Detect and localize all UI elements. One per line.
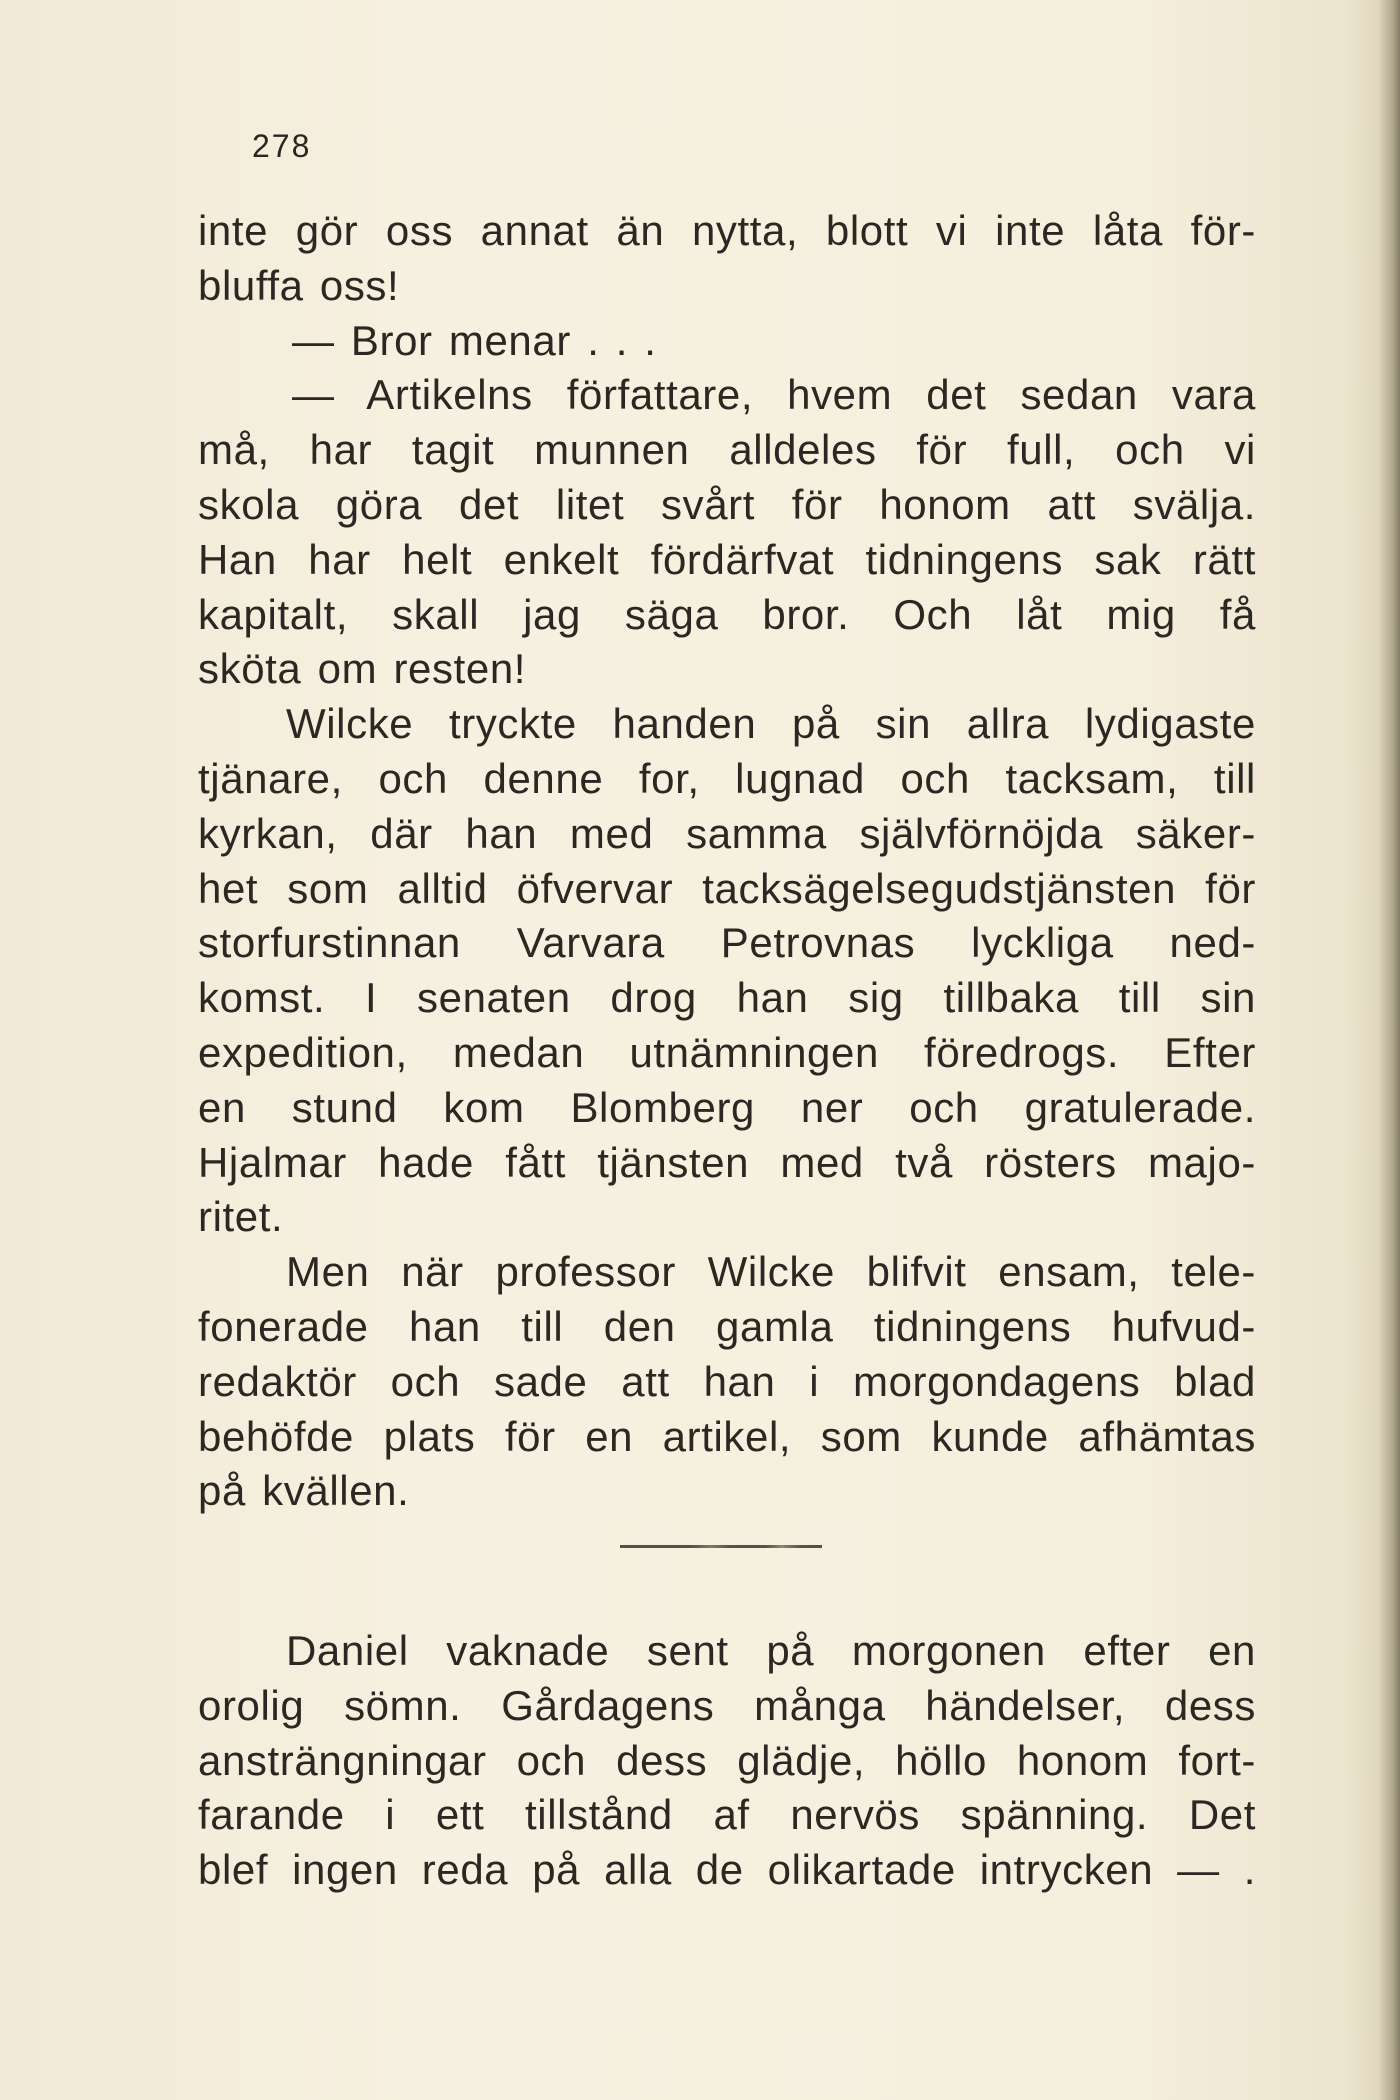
text-line: blef ingen reda på alla de olikartade intrycken — . xyxy=(198,1846,1256,1894)
dialogue-line: — Artikelns författare, hvem det sedan vara xyxy=(292,371,1256,419)
text-line: tjänare, och denne for, lugnad och tacksam, till xyxy=(198,754,1256,802)
paragraph-start-line: Daniel vaknade sent på morgonen efter en xyxy=(286,1627,1256,1674)
text-line: storfurstinnan Varvara Petrovnas lyckliga ned- xyxy=(198,919,1256,967)
text-line: expedition, medan utnämningen föredrogs. Efter xyxy=(198,1028,1256,1076)
text-line: komst. I senaten drog han sig tillbaka till sin xyxy=(198,974,1256,1022)
text-line: på kvällen. xyxy=(198,1467,410,1515)
text-line: må, har tagit munnen alldeles för full, och vi xyxy=(198,426,1256,474)
main-text-block xyxy=(198,204,1256,1519)
text-line: behöfde plats för en artikel, som kunde afhämtas xyxy=(198,1412,1256,1460)
text-line: orolig sömn. Gårdagens många händelser, dess xyxy=(198,1681,1256,1729)
dialogue-line: — Bror menar . . . xyxy=(292,316,657,364)
text-line: fonerade han till den gamla tidningens hufvud- xyxy=(198,1302,1256,1350)
text-line: inte gör oss annat än nytta, blott vi inte låta för- xyxy=(198,207,1256,254)
paragraph-start-line: Wilcke tryckte handen på sin allra lydigaste xyxy=(286,700,1256,748)
text-line: het som alltid öfvervar tacksägelsegudstjänsten för xyxy=(198,864,1256,912)
text-line: Hjalmar hade fått tjänsten med två rösters majo- xyxy=(198,1138,1256,1186)
text-line: redaktör och sade att han i morgondagens blad xyxy=(198,1357,1256,1405)
second-text-block xyxy=(198,1624,1256,1898)
text-line: farande i ett tillstånd af nervös spänning. Det xyxy=(198,1791,1256,1839)
text-line: kapitalt, skall jag säga bror. Och låt mig få xyxy=(198,590,1256,638)
text-line: kyrkan, där han med samma självförnöjda säker- xyxy=(198,809,1256,857)
section-divider xyxy=(620,1545,822,1548)
page-edge-shadow xyxy=(1378,0,1400,2100)
page-number: 278 xyxy=(252,128,312,164)
paragraph-start-line: Men när professor Wilcke blifvit ensam, tele- xyxy=(286,1248,1256,1296)
text-line: en stund kom Blomberg ner och gratulerade. xyxy=(198,1083,1256,1131)
text-line: sköta om resten! xyxy=(198,645,527,693)
text-line: Han har helt enkelt fördärfvat tidningens sak rätt xyxy=(198,535,1256,583)
text-line: ritet. xyxy=(198,1193,284,1241)
text-line: ansträngningar och dess glädje, höllo honom fort- xyxy=(198,1736,1256,1784)
text-line: bluffa oss! xyxy=(198,261,400,309)
text-line: skola göra det litet svårt för honom att svälja. xyxy=(198,480,1256,528)
